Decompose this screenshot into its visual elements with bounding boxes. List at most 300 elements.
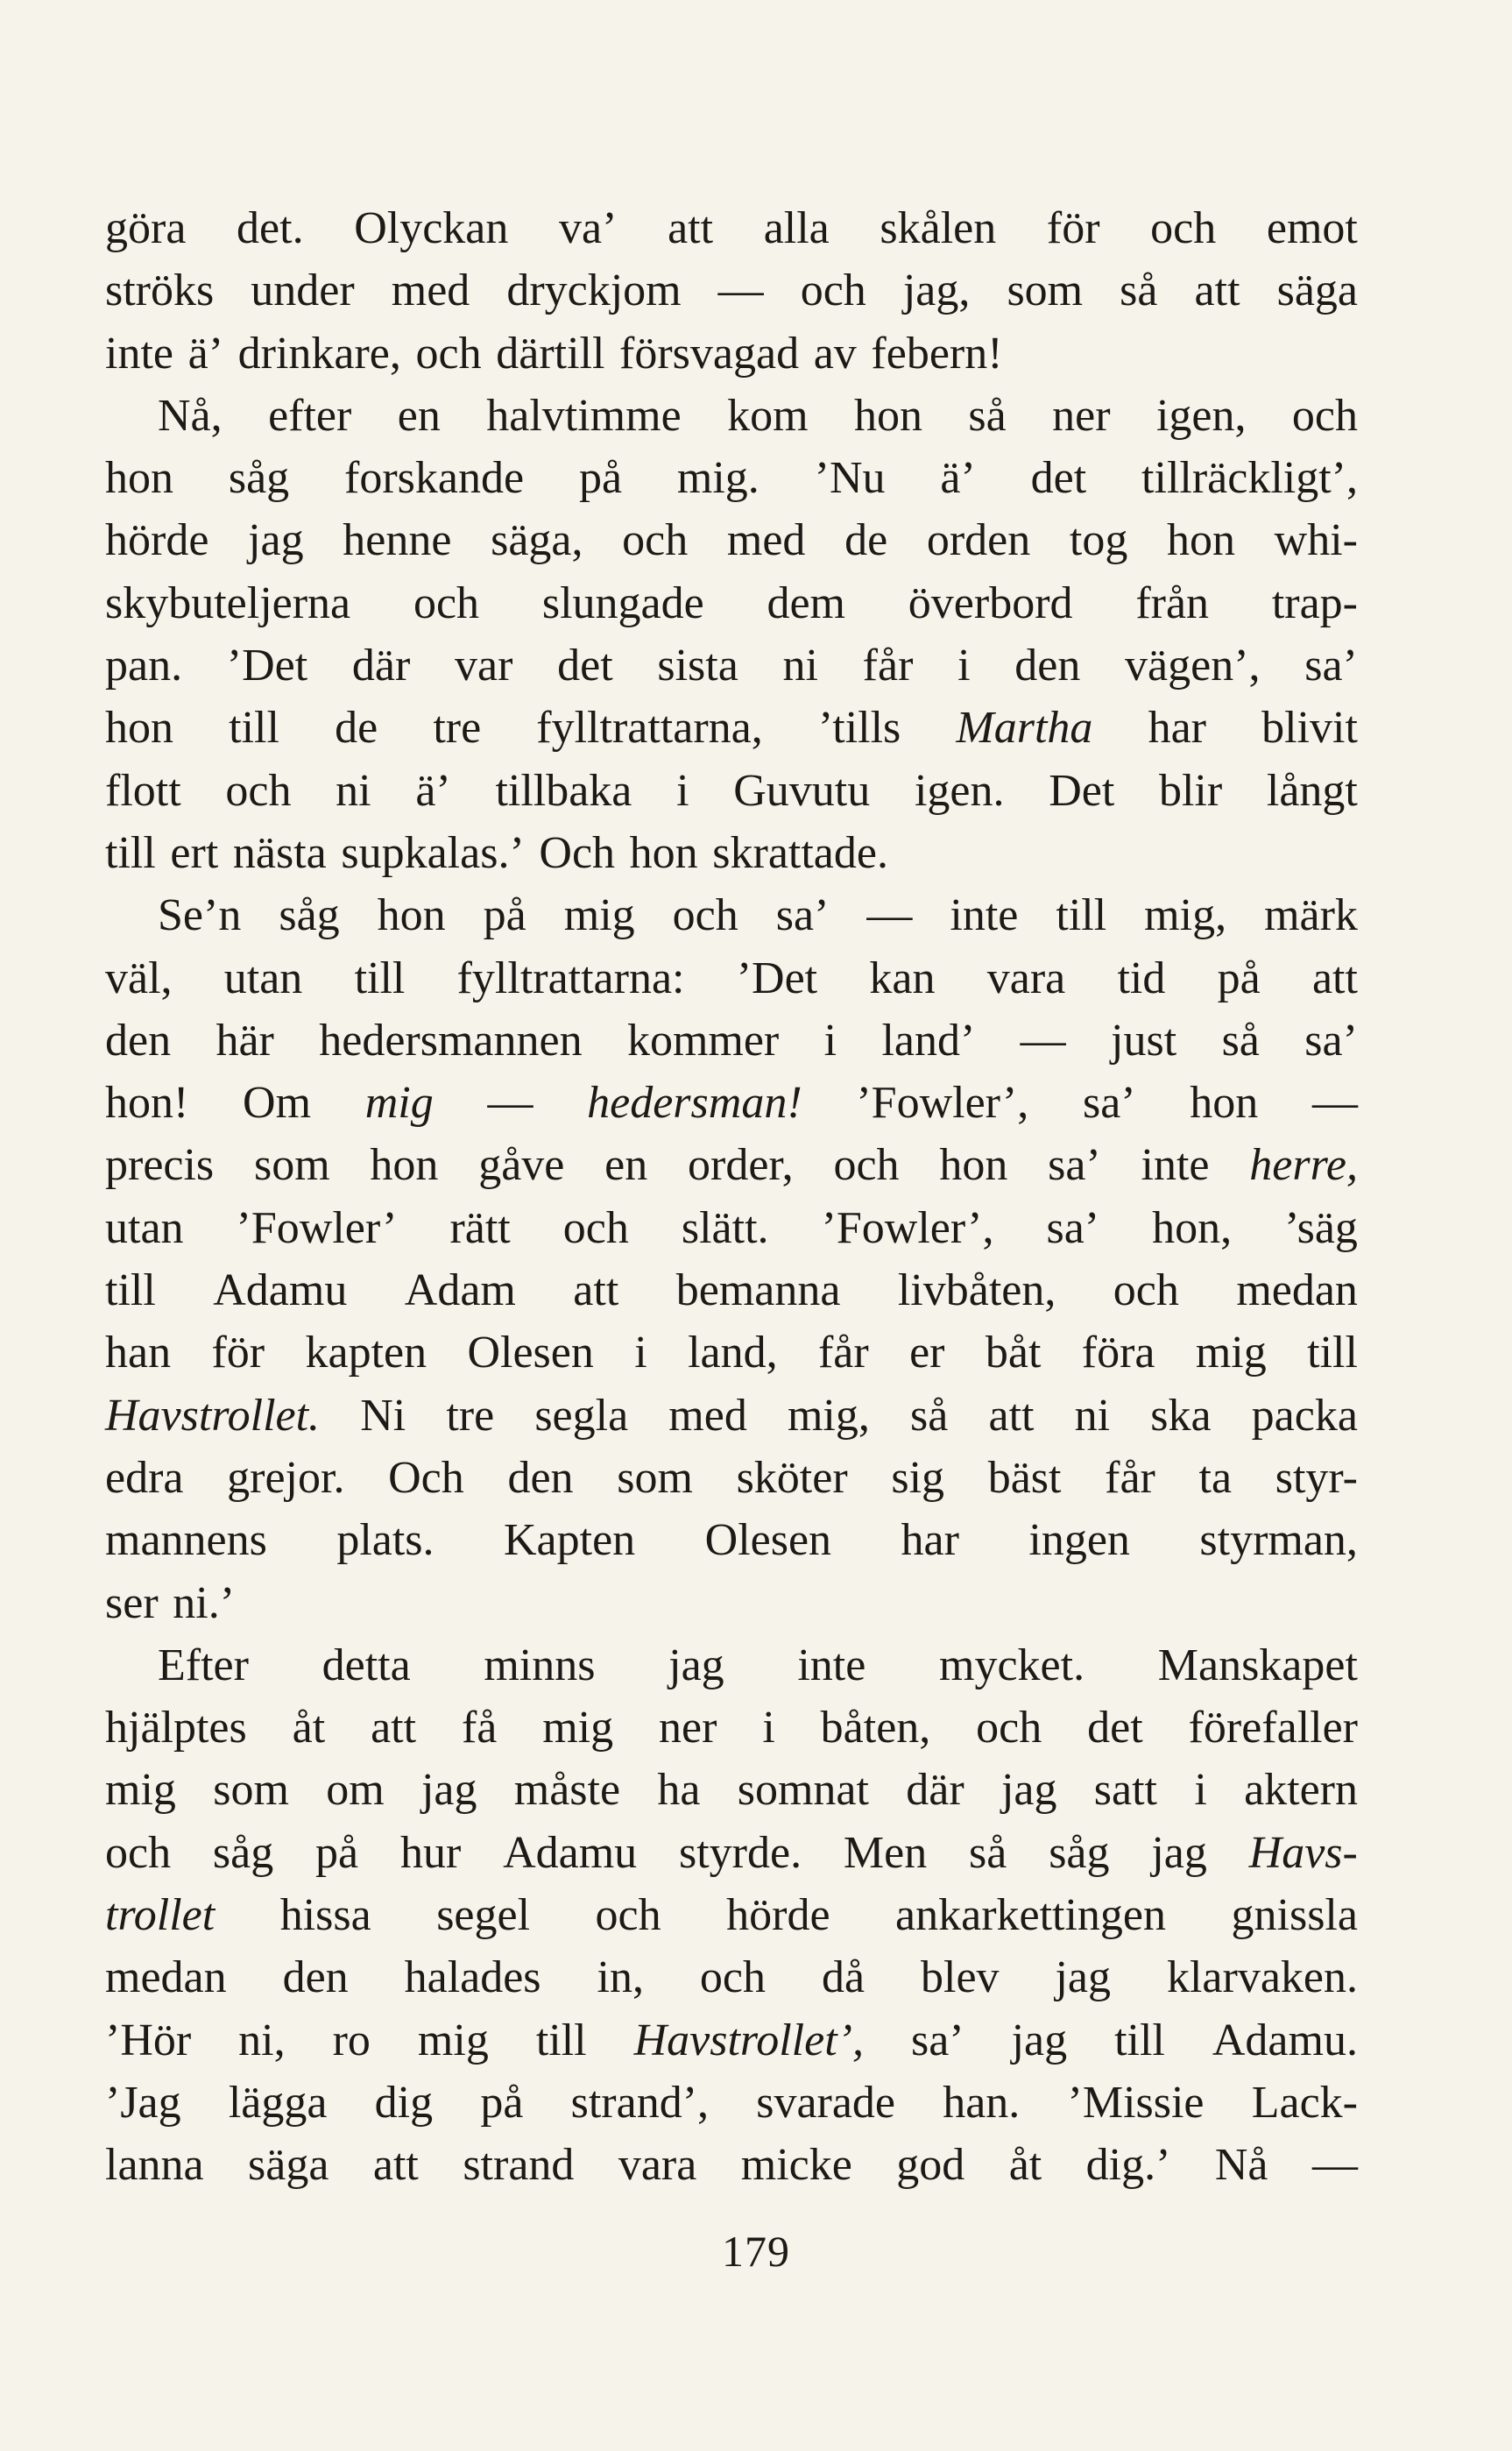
word: få	[461, 1703, 498, 1753]
word: sig	[891, 1452, 945, 1503]
word: drinkare,	[237, 328, 401, 379]
word: er	[909, 1328, 945, 1378]
page-number: 179	[722, 2227, 790, 2276]
word: skybuteljerna	[105, 577, 351, 628]
word: har	[1148, 703, 1206, 754]
word: Adam	[404, 1265, 516, 1316]
word: ’Fowler’,	[856, 1078, 1029, 1129]
word: hedersmannen	[319, 1015, 583, 1066]
word: så	[969, 1827, 1007, 1878]
word: efter	[268, 390, 352, 441]
word: och	[800, 266, 866, 316]
text-line	[105, 1572, 1358, 1634]
text-line	[105, 1946, 1358, 2008]
word: i	[634, 1328, 647, 1378]
text-line	[105, 1884, 1358, 1946]
word: ha	[657, 1765, 701, 1816]
word: lanna	[105, 2140, 204, 2191]
word: och	[415, 328, 482, 379]
word: sköter	[736, 1452, 848, 1503]
word: precis	[105, 1140, 215, 1191]
word: ’Nu	[814, 453, 886, 504]
word: och	[833, 1140, 900, 1191]
word: Efter	[158, 1640, 249, 1690]
text-line	[105, 697, 1358, 759]
word: Kapten	[504, 1515, 636, 1566]
word: båten,	[820, 1703, 931, 1753]
word: som	[213, 1765, 289, 1816]
word: som	[253, 1140, 330, 1191]
word: och	[1150, 203, 1217, 253]
text-line	[105, 2134, 1358, 2196]
word: bäst	[987, 1452, 1062, 1503]
word: mig,	[787, 1390, 870, 1441]
word: i	[957, 641, 971, 691]
word: blivit	[1261, 703, 1358, 754]
text-line	[105, 1072, 1358, 1134]
word: hon!	[105, 1078, 189, 1129]
word: har	[901, 1515, 959, 1566]
text-line	[105, 1009, 1358, 1072]
word: flott	[105, 765, 181, 816]
word: det	[557, 641, 613, 691]
word: ’säg	[1284, 1202, 1358, 1253]
word: Manskapet	[1157, 1640, 1358, 1690]
word: tre	[446, 1390, 495, 1441]
word: mig	[364, 1078, 434, 1129]
word: just	[1111, 1015, 1177, 1066]
word: på	[480, 2077, 524, 2128]
word: Det	[1049, 765, 1115, 816]
word: och	[595, 1890, 661, 1941]
word: ä’	[415, 765, 451, 816]
word: kan	[869, 953, 936, 1003]
word: —	[1312, 1078, 1358, 1129]
word: mannens	[105, 1515, 267, 1566]
word: ’Det	[736, 953, 818, 1003]
text-line	[105, 1447, 1358, 1509]
word: satt	[1093, 1765, 1158, 1816]
word: sista	[657, 641, 738, 691]
word: tid	[1117, 953, 1166, 1003]
word: mig.	[676, 453, 760, 504]
word: segla	[534, 1390, 629, 1441]
word: jag	[1011, 2015, 1068, 2065]
text-line	[105, 760, 1358, 822]
word: inte	[797, 1640, 866, 1690]
word: ser	[105, 1577, 159, 1628]
word: ’Fowler’,	[821, 1202, 994, 1253]
word: till	[229, 703, 279, 754]
word: mig	[105, 1765, 176, 1816]
word: ’Det	[226, 641, 308, 691]
word: —	[487, 1078, 533, 1129]
word: strand’,	[570, 2077, 710, 2128]
word: forskande	[344, 453, 525, 504]
word: minns	[484, 1640, 596, 1690]
word: hedersman!	[587, 1078, 802, 1129]
word: från	[1135, 577, 1210, 628]
word: i	[823, 1015, 837, 1066]
text-line	[105, 1197, 1358, 1259]
word: va’	[559, 203, 618, 253]
word: ni	[1074, 1390, 1111, 1441]
word: den	[1014, 641, 1081, 691]
text-line	[105, 385, 1358, 447]
word: blev	[921, 1952, 1000, 2003]
word: hon	[105, 453, 173, 504]
word: hon	[853, 390, 922, 441]
word: och	[622, 515, 689, 566]
word: ä’	[940, 453, 976, 504]
word: vara	[986, 953, 1066, 1003]
word: så	[1221, 1015, 1260, 1066]
word: såg	[1049, 1827, 1110, 1878]
word: förefaller	[1188, 1703, 1358, 1753]
word: mycket.	[939, 1640, 1085, 1690]
word: vara	[618, 2140, 697, 2191]
word: vägen’,	[1125, 641, 1261, 691]
word: land,	[688, 1328, 778, 1378]
word: ni.’	[173, 1577, 236, 1628]
word: att	[988, 1390, 1035, 1441]
word: Nå,	[158, 390, 223, 441]
word: ’Hör	[105, 2015, 192, 2065]
word: hörde	[726, 1890, 830, 1941]
text-line	[105, 509, 1358, 571]
word: mig	[563, 890, 635, 941]
word: mig	[1195, 1328, 1267, 1378]
word: tog	[1069, 515, 1128, 566]
word: en	[604, 1140, 648, 1191]
word: de	[844, 515, 888, 566]
word: supkalas.’	[341, 827, 525, 878]
word: gnissla	[1231, 1890, 1358, 1941]
word: att	[573, 1265, 619, 1316]
word: till	[105, 1265, 156, 1316]
word: lägga	[228, 2077, 328, 2128]
word: medan	[105, 1952, 227, 2003]
word: jag	[1000, 1765, 1057, 1816]
word: ’Missie	[1067, 2077, 1205, 2128]
text-line	[105, 572, 1358, 634]
word: och	[1291, 390, 1358, 441]
word: föra	[1081, 1328, 1155, 1378]
word: väl,	[105, 953, 173, 1003]
word: hjälptes	[105, 1703, 247, 1753]
word: packa	[1251, 1390, 1358, 1441]
word: hon	[1190, 1078, 1259, 1129]
word: pan.	[105, 641, 183, 691]
word: aktern	[1244, 1765, 1358, 1816]
word: säga	[1276, 266, 1358, 316]
word: bemanna	[675, 1265, 841, 1316]
word: försvagad	[619, 328, 800, 379]
word: grejor.	[227, 1452, 345, 1503]
word: Havs-	[1248, 1827, 1358, 1878]
word: ner	[1052, 390, 1111, 441]
word: ’tills	[817, 703, 901, 754]
word: livbåten,	[897, 1265, 1056, 1316]
word: hon	[370, 1140, 439, 1191]
word: att	[372, 2140, 419, 2191]
word: Havstrollet.	[105, 1390, 321, 1441]
word: dryckjom	[506, 266, 682, 316]
word: till	[1056, 890, 1107, 941]
text-line	[105, 322, 1358, 385]
word: ingen	[1028, 1515, 1130, 1566]
word: segel	[436, 1890, 531, 1941]
word: såg	[279, 890, 340, 941]
word: Havstrollet’,	[633, 2015, 864, 2065]
text-line	[105, 259, 1358, 322]
word: för	[1046, 203, 1100, 253]
word: ro	[332, 2015, 371, 2065]
word: ska	[1150, 1390, 1212, 1441]
text-line	[105, 1321, 1358, 1384]
word: slungade	[541, 577, 704, 628]
word: jag	[1055, 1952, 1112, 2003]
word: inte	[950, 890, 1019, 941]
word: herre,	[1249, 1140, 1358, 1191]
word: —	[1020, 1015, 1066, 1066]
word: medan	[1236, 1265, 1358, 1316]
word: ni	[336, 765, 371, 816]
word: såg	[212, 1827, 274, 1878]
word: ankarkettingen	[895, 1890, 1167, 1941]
word: ner	[659, 1703, 717, 1753]
word: måste	[513, 1765, 621, 1816]
word: styrde.	[679, 1827, 802, 1878]
word: sa’	[1048, 1140, 1101, 1191]
word: att	[1311, 953, 1358, 1003]
word: det	[1087, 1703, 1143, 1753]
word: trollet	[105, 1890, 215, 1941]
word: Olesen	[467, 1328, 594, 1378]
word: där	[906, 1765, 964, 1816]
word: märk	[1264, 890, 1358, 941]
word: Guvutu	[733, 765, 871, 816]
word: han	[105, 1328, 172, 1378]
word: strand	[463, 2140, 575, 2191]
word: och	[413, 577, 480, 628]
word: febern!	[871, 328, 1003, 379]
word: gåve	[478, 1140, 565, 1191]
word: inte	[1141, 1140, 1210, 1191]
word: får	[1105, 1452, 1155, 1503]
word: sa’	[910, 2015, 964, 2065]
word: och	[976, 1703, 1042, 1753]
word: av	[813, 328, 857, 379]
word: dig.’	[1085, 2140, 1171, 2191]
word: —	[717, 266, 764, 316]
word: till	[535, 2015, 587, 2065]
word: till	[354, 953, 406, 1003]
word: in,	[597, 1952, 644, 2003]
word: sa’	[1304, 1015, 1358, 1066]
text-line	[105, 1509, 1358, 1571]
word: som	[1007, 266, 1084, 316]
text-line	[105, 1697, 1358, 1759]
word: hon	[105, 703, 173, 754]
word: mig,	[1144, 890, 1227, 941]
word: mig	[542, 1703, 614, 1753]
word: ’Fowler’	[236, 1202, 398, 1253]
word: sa’	[1304, 641, 1358, 691]
word: till	[105, 827, 156, 878]
word: får	[817, 1328, 869, 1378]
word: Nå	[1214, 2140, 1268, 2191]
word: micke	[740, 2140, 852, 2191]
word: kom	[727, 390, 809, 441]
word: kommer	[626, 1015, 780, 1066]
word: edra	[105, 1452, 184, 1503]
word: emot	[1266, 203, 1358, 253]
word: whi-	[1274, 515, 1358, 566]
word: tillbaka	[495, 765, 632, 816]
word: jag	[668, 1640, 724, 1690]
word: igen,	[1155, 390, 1247, 441]
word: och	[225, 765, 292, 816]
word: hur	[399, 1827, 462, 1878]
word: om	[326, 1765, 385, 1816]
word: fylltrattarna:	[456, 953, 685, 1003]
word: på	[1217, 953, 1261, 1003]
text-line	[105, 447, 1358, 509]
word: säga,	[491, 515, 583, 566]
word: åt	[1008, 2140, 1042, 2191]
word: han.	[943, 2077, 1021, 2128]
word: Olyckan	[354, 203, 509, 253]
word: med	[726, 515, 806, 566]
text-line	[105, 634, 1358, 697]
word: i	[676, 765, 689, 816]
word: såg	[228, 453, 290, 504]
word: på	[578, 453, 623, 504]
word: det	[1030, 453, 1087, 504]
word: dig	[374, 2077, 434, 2128]
word: henne	[343, 515, 452, 566]
word: med	[391, 266, 470, 316]
text-line	[105, 197, 1358, 259]
word: och	[699, 1952, 766, 2003]
word: Se’n	[158, 890, 242, 941]
word: Olesen	[704, 1515, 832, 1566]
word: på	[483, 890, 526, 941]
word: svarade	[756, 2077, 896, 2128]
word: och	[672, 890, 738, 941]
word: orden	[926, 515, 1031, 566]
word: jag,	[902, 266, 971, 316]
word: hon	[377, 890, 446, 941]
word: Adamu.	[1212, 2015, 1358, 2065]
word: hon	[939, 1140, 1008, 1191]
word: göra	[105, 203, 187, 253]
word: med	[668, 1390, 747, 1441]
word: ä’	[187, 328, 224, 379]
word: alla	[763, 203, 830, 253]
word: Martha	[956, 703, 1093, 754]
text-line	[105, 1385, 1358, 1447]
word: dem	[767, 577, 845, 628]
word: —	[866, 890, 913, 941]
text-line	[105, 822, 1358, 884]
word: får	[862, 641, 914, 691]
word: —	[1311, 2140, 1358, 2191]
word: till	[1114, 2015, 1165, 2065]
word: styr-	[1275, 1452, 1358, 1503]
word: skrattade.	[712, 827, 888, 878]
word: ni	[782, 641, 818, 691]
word: och	[105, 1827, 172, 1878]
word: utan	[223, 953, 303, 1003]
word: sa’	[1046, 1202, 1100, 1253]
word: i	[762, 1703, 775, 1753]
word: mig	[417, 2015, 489, 2065]
word: att	[668, 203, 714, 253]
word: jag	[420, 1765, 477, 1816]
word: ta	[1198, 1452, 1233, 1503]
word: Adamu	[213, 1265, 348, 1316]
word: och	[1113, 1265, 1179, 1316]
word: långt	[1266, 765, 1358, 816]
word: inte	[105, 328, 173, 379]
text-line	[105, 2009, 1358, 2072]
text-line	[105, 884, 1358, 946]
word: överbord	[908, 577, 1073, 628]
word: tillräckligt’,	[1141, 453, 1358, 504]
word: Adamu	[503, 1827, 638, 1878]
word: land’	[881, 1015, 976, 1066]
word: ströks	[105, 266, 215, 316]
word: hissa	[279, 1890, 371, 1941]
body-text	[105, 197, 1358, 2197]
word: Men	[843, 1827, 928, 1878]
text-line	[105, 1759, 1358, 1821]
word: Ni	[360, 1390, 406, 1441]
word: en	[397, 390, 441, 441]
word: så	[1120, 266, 1158, 316]
word: den	[507, 1452, 574, 1503]
word: här	[215, 1015, 274, 1066]
word: plats.	[336, 1515, 435, 1566]
word: igen.	[914, 765, 1005, 816]
word: hörde	[105, 515, 209, 566]
word: för	[211, 1328, 265, 1378]
word: fylltrattarna,	[536, 703, 763, 754]
word: där	[351, 641, 411, 691]
word: sa’	[775, 890, 830, 941]
word: på	[315, 1827, 359, 1878]
word: halades	[404, 1952, 541, 2003]
word: den	[282, 1952, 349, 2003]
text-line	[105, 1822, 1358, 1884]
word: tre	[433, 703, 482, 754]
word: i	[1194, 1765, 1207, 1816]
word: somnat	[737, 1765, 869, 1816]
word: god	[896, 2140, 965, 2191]
word: Och	[539, 827, 616, 878]
word: skålen	[880, 203, 997, 253]
word: slätt.	[681, 1202, 769, 1253]
word: hon,	[1152, 1202, 1233, 1253]
word: rätt	[449, 1202, 511, 1253]
word: ’Jag	[105, 2077, 181, 2128]
word: till	[1307, 1328, 1358, 1378]
word: säga	[248, 2140, 329, 2191]
word: jag	[248, 515, 304, 566]
word: därtill	[496, 328, 605, 379]
